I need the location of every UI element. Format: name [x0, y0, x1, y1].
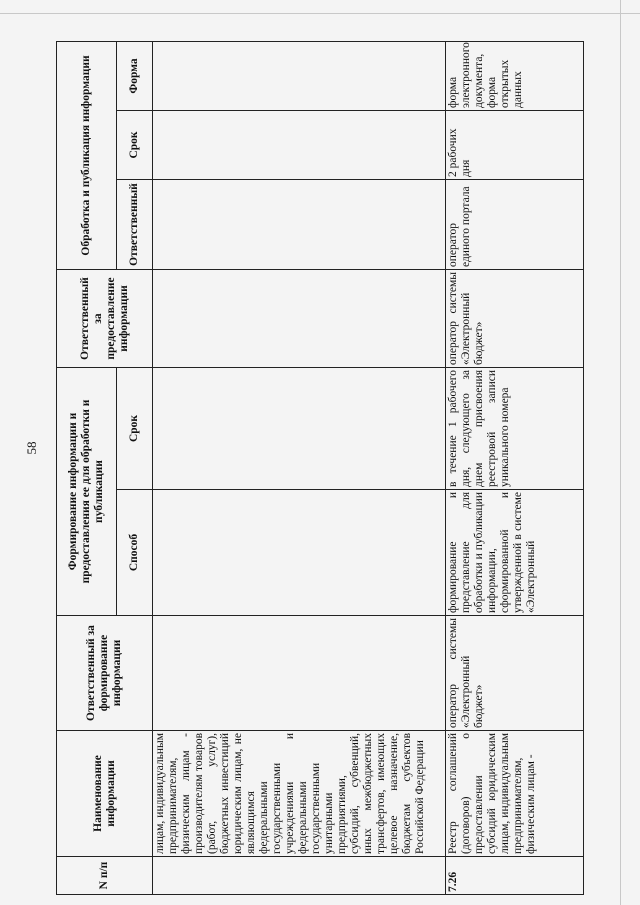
header-name: Наименование информации — [57, 731, 153, 857]
cell-responsible-form — [153, 616, 446, 731]
cell-name: лицам, индивидуальным предпринимателям, физическим лицам - производителям товаров (работ, услуг), бюджетных инвестиций юридическим лицам, не являющимся федеральными государственными учреждениями и федеральными государственными унитарными предприятиями, субсидий, субвенций, иных межбюджетных трансфертов, имеющих целевое назначение, бюджетам субъектов Российской Федерации — [153, 731, 446, 857]
header-processing-group: Обработка и публикация информации — [57, 41, 117, 269]
cell-proc-term: 2 рабочих дня — [446, 111, 584, 180]
cell-resp: оператор единого портала — [446, 180, 584, 270]
page-number: 58 — [24, 441, 39, 455]
header-proc-form: Форма — [117, 41, 153, 110]
scan-edge-right — [620, 0, 621, 905]
cell-proc-form: форма электронного документа, форма открытых данных — [446, 41, 584, 110]
cell-term: в течение 1 рабочего дня, следующего за днем присвоения реестровой записи уникального номера — [446, 368, 584, 490]
header-proc-term: Срок — [117, 111, 153, 180]
cell-method: формирование и представление для обработки и публикации информации, сформированной и утвержденной в системе «Электронный — [446, 490, 584, 616]
cell-proc-form — [153, 41, 446, 110]
header-num: N п/п — [57, 857, 153, 895]
header-method: Способ — [117, 490, 153, 616]
scan-edge-top — [0, 13, 640, 14]
header-term: Срок — [117, 368, 153, 490]
cell-resp — [153, 180, 446, 270]
cell-term — [153, 368, 446, 490]
cell-responsible-provide: оператор системы «Электронный бюджет» — [446, 270, 584, 368]
information-table — [56, 41, 584, 895]
cell-num: 7.26 — [446, 857, 584, 895]
header-resp: Ответственный — [117, 180, 153, 270]
rotated-table-container — [56, 42, 583, 895]
cell-responsible-provide — [153, 270, 446, 368]
cell-num — [153, 857, 446, 895]
table-row — [446, 41, 584, 894]
table-row — [153, 41, 446, 894]
cell-responsible-form: оператор системы «Электронный бюджет» — [446, 616, 584, 731]
header-responsible-provide: Ответственный за предоставление информации — [57, 270, 153, 368]
header-responsible-form: Ответственный за формирование информации — [57, 616, 153, 731]
header-formation-group: Формирование информации и предоставления ее для обработки и публикации — [57, 368, 117, 616]
cell-name: Реестр соглашений (договоров) о предоставлении субсидий юридическим лицам, индивидуальным предпринимателям, физическим лицам - — [446, 731, 584, 857]
cell-proc-term — [153, 111, 446, 180]
cell-method — [153, 490, 446, 616]
